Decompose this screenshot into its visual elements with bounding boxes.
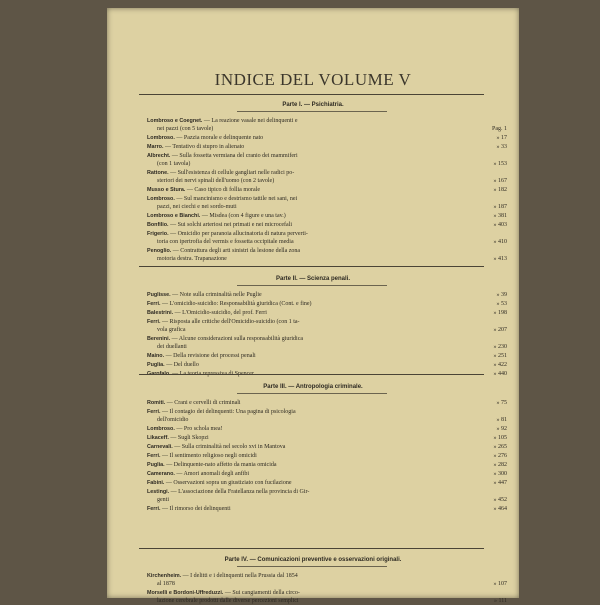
- entry-author: Bonfilio.: [147, 222, 169, 228]
- entry-author: Puglia.: [147, 362, 165, 368]
- entry-text: — Sugli Skopzi: [168, 435, 209, 441]
- index-entry: [147, 143, 507, 151]
- entry-author: Lombroso.: [147, 426, 175, 432]
- entry-author: Lombroso.: [147, 196, 175, 202]
- index-entry: [147, 470, 507, 478]
- part-underline: [237, 285, 387, 286]
- entry-author: Ferri.: [147, 319, 161, 325]
- entry-page-number: » 81: [496, 417, 507, 423]
- entry-text: — Sul mancinismo e destrismo tattile nei sani, nei: [174, 196, 298, 202]
- page-title: INDICE DEL VOLUME V: [214, 70, 412, 89]
- entry-text: — Sulla criminalità nel secolo xvi in Mantova: [172, 444, 286, 450]
- entry-text: — Risposta alle critiche dell'Omicidio-suicidio (con 1 ta-: [160, 319, 300, 325]
- entry-text: — Osservazioni sopra un giustiziato con fucilazione: [164, 480, 292, 486]
- entry-author: Likaceff.: [147, 435, 169, 441]
- entry-text: dell'omicidio: [157, 417, 189, 423]
- entry-text: — L'associazione della Fratellanza nella provincia di Gir-: [169, 489, 310, 495]
- index-entry: [147, 361, 507, 369]
- entry-page-number: » 53: [496, 301, 507, 307]
- entry-text: — Sull'esistenza di cellule gangliari nelle radici po-: [168, 170, 295, 176]
- index-entry: [147, 309, 507, 317]
- entry-page-number: » 251: [493, 353, 507, 359]
- entry-page-number: » 187: [493, 204, 507, 210]
- entry-text: — Tentativo di stupro in alienato: [163, 144, 245, 150]
- part-heading-label: Parte I. — Psichiatria.: [282, 102, 344, 108]
- index-entry: [147, 589, 507, 605]
- index-entry: [147, 134, 507, 142]
- entry-text: — Caso tipico di follia morale: [185, 187, 260, 193]
- entry-page-number: » 276: [493, 453, 507, 459]
- entry-page-number: » 92: [496, 426, 507, 432]
- entry-page-number: » 230: [493, 344, 507, 350]
- entry-page-number: » 464: [493, 506, 507, 512]
- document-page: [107, 8, 519, 604]
- index-entry: [147, 505, 507, 513]
- part-heading: [127, 101, 499, 108]
- entry-text: — Sui cangiamenti della circo-: [223, 590, 300, 596]
- entry-text: toria con ipertrofia del vermis e fossetta occipitale media: [157, 239, 294, 245]
- entry-author: Camerano.: [147, 471, 175, 477]
- section-rule: [139, 374, 484, 375]
- entry-page-number: » 422: [493, 362, 507, 368]
- entry-text: — La reazione vasale nei delinquenti e: [202, 118, 298, 124]
- entry-page-number: » 265: [493, 444, 507, 450]
- entry-page-number: » 167: [493, 178, 507, 184]
- entry-page-number: » 111: [493, 598, 507, 604]
- part-heading: [127, 556, 499, 563]
- index-entry: [147, 461, 507, 469]
- entry-author: Ferri.: [147, 506, 161, 512]
- entry-author: Albrecht.: [147, 153, 171, 159]
- entry-author: Puglisse.: [147, 292, 171, 298]
- entry-text: — Sulla fossetta vermiana del cranio dei mammiferi: [170, 153, 298, 159]
- entry-author: Kirchenheim.: [147, 573, 182, 579]
- section-rule: [139, 548, 484, 549]
- part-heading: [127, 383, 499, 390]
- entry-text: — Della revisione dei processi penali: [164, 353, 256, 359]
- entry-author: Lestingi.: [147, 489, 170, 495]
- entry-page-number: » 282: [493, 462, 507, 468]
- index-entry: [147, 408, 507, 424]
- entry-page-number: » 182: [493, 187, 507, 193]
- index-entry: [147, 425, 507, 433]
- entry-author: Ferri.: [147, 453, 161, 459]
- index-entry: [147, 352, 507, 360]
- part-underline: [237, 111, 387, 112]
- entry-text: vola grafica: [157, 327, 186, 333]
- entry-author: Maino.: [147, 353, 165, 359]
- entry-page-number: » 410: [493, 239, 507, 245]
- entry-text: pazzi, nei ciechi e nei sordo-muti: [157, 204, 237, 210]
- entry-page-number: » 198: [493, 310, 507, 316]
- entry-text: — Omicidio per paranoia allucinatoria di natura perverti-: [168, 231, 308, 237]
- entry-author: Rattone.: [147, 170, 169, 176]
- entry-text: — Pro schola mea!: [174, 426, 223, 432]
- entry-text: dei duellanti: [157, 344, 187, 350]
- entry-author: Puglia.: [147, 462, 165, 468]
- entry-author: Frigerio.: [147, 231, 169, 237]
- index-entry: [147, 572, 507, 588]
- index-entry: [147, 117, 507, 133]
- entry-author: Carnevali.: [147, 444, 173, 450]
- entry-text: steriori dei nervi spinali dell'uomo (con 2 tavole): [157, 178, 275, 184]
- entry-text: — Il contagio dei delinquenti: Una pagina di psicologia: [160, 409, 296, 415]
- entry-page-number: » 440: [493, 371, 507, 377]
- index-entry: [147, 434, 507, 442]
- entry-text: — I delitti e i delinquenti nella Prussia dal 1854: [181, 573, 298, 579]
- index-entry: [147, 479, 507, 487]
- entry-text: — Il sentimento religioso negli omicidi: [160, 453, 257, 459]
- part-underline: [237, 393, 387, 394]
- entry-author: Balestrini.: [147, 310, 174, 316]
- entry-text: — Amori anomali degli anfibi: [174, 471, 250, 477]
- entry-author: Lombroso.: [147, 135, 175, 141]
- index-entry: [147, 291, 507, 299]
- part-underline: [237, 566, 387, 567]
- index-entry: [147, 318, 507, 334]
- entry-author: Lombroso e Coegnet.: [147, 118, 203, 124]
- entry-text: — L'Omicidio-suicidio, del prof. Ferri: [173, 310, 267, 316]
- entry-text: — Alcune considerazioni sulla responsabilità giuridica: [170, 336, 304, 342]
- entry-page-number: » 381: [493, 213, 507, 219]
- entry-page-number: » 17: [496, 135, 507, 141]
- entry-author: Berenini.: [147, 336, 171, 342]
- entry-page-number: » 105: [493, 435, 507, 441]
- part-heading-label: Parte II. — Scienza penali.: [275, 276, 351, 282]
- entry-page-number: » 107: [493, 581, 507, 587]
- index-entry: [147, 488, 507, 504]
- part-heading-label: Parte IV. — Comunicazioni preventive e osservazioni originali.: [224, 557, 402, 563]
- part-heading-label: Parte III. — Antropologia criminale.: [263, 384, 363, 390]
- section-rule: [139, 266, 484, 267]
- entry-text: nei pazzi (con 5 tavole): [157, 126, 214, 132]
- entry-page-number: » 207: [493, 327, 507, 333]
- index-entry: [147, 247, 507, 263]
- entry-page-number: » 39: [496, 292, 507, 298]
- entry-author: Romiti.: [147, 400, 166, 406]
- entry-text: — Contrattura degli arti sinistri da lesione della zona: [171, 248, 301, 254]
- entry-text: — Crani e cervelli di criminali: [165, 400, 241, 406]
- index-entry: [147, 452, 507, 460]
- entry-text: (con 1 tavola): [157, 161, 191, 167]
- entry-text: — Pazzia morale e delinquente nato: [174, 135, 264, 141]
- index-entry: [147, 221, 507, 229]
- index-entry: [147, 212, 507, 220]
- entry-page-number: » 153: [493, 161, 507, 167]
- entry-text: al 1878: [157, 581, 175, 587]
- title-rule: [139, 94, 484, 95]
- entry-author: Marro.: [147, 144, 164, 150]
- entry-page-number: » 447: [493, 480, 507, 486]
- index-entry: [147, 399, 507, 407]
- entry-page-number: » 75: [496, 400, 507, 406]
- entry-text: — Sui solchi arteriosi nei primati e nei microcefali: [168, 222, 293, 228]
- entry-author: Morselli e Bordoni-Uffreduzzi.: [147, 590, 224, 596]
- entry-page-number: » 413: [493, 256, 507, 262]
- entry-page-number: Pag. 1: [492, 126, 507, 132]
- index-entry: [147, 195, 507, 211]
- entry-text: — Del duello: [164, 362, 199, 368]
- part-heading: [127, 275, 499, 282]
- index-entry: [147, 186, 507, 194]
- entry-author: Penoglio.: [147, 248, 172, 254]
- entry-text: — L'omicidio-suicidio: Responsabilità giuridica (Cont. e fine): [160, 301, 312, 307]
- entry-author: Fabini.: [147, 480, 165, 486]
- entry-author: Musso e Stura.: [147, 187, 186, 193]
- entry-page-number: » 403: [493, 222, 507, 228]
- entry-text: — Note sulla criminalità nelle Puglie: [170, 292, 262, 298]
- entry-text: — Il rimorso dei delinquenti: [160, 506, 231, 512]
- entry-page-number: » 452: [493, 497, 507, 503]
- entry-text: — Misdea (con 4 figure e una tav.): [200, 213, 286, 219]
- entry-text: — Delinquente-nato affetto da mania omicida: [164, 462, 277, 468]
- index-entry: [147, 443, 507, 451]
- index-entry: [147, 300, 507, 308]
- index-entry: [147, 169, 507, 185]
- entry-author: Lombroso e Bianchi.: [147, 213, 201, 219]
- entry-page-number: » 33: [496, 144, 507, 150]
- entry-page-number: » 300: [493, 471, 507, 477]
- index-entry: [147, 335, 507, 351]
- entry-author: Ferri.: [147, 301, 161, 307]
- index-entry: [147, 152, 507, 168]
- index-entry: [147, 230, 507, 246]
- entry-text: genti: [157, 497, 169, 503]
- entry-text: motoria destra. Trapanazione: [157, 256, 227, 262]
- entry-text: lazione cerebrale prodotti dalle diverse percezioni semplici: [157, 598, 299, 604]
- entry-author: Ferri.: [147, 409, 161, 415]
